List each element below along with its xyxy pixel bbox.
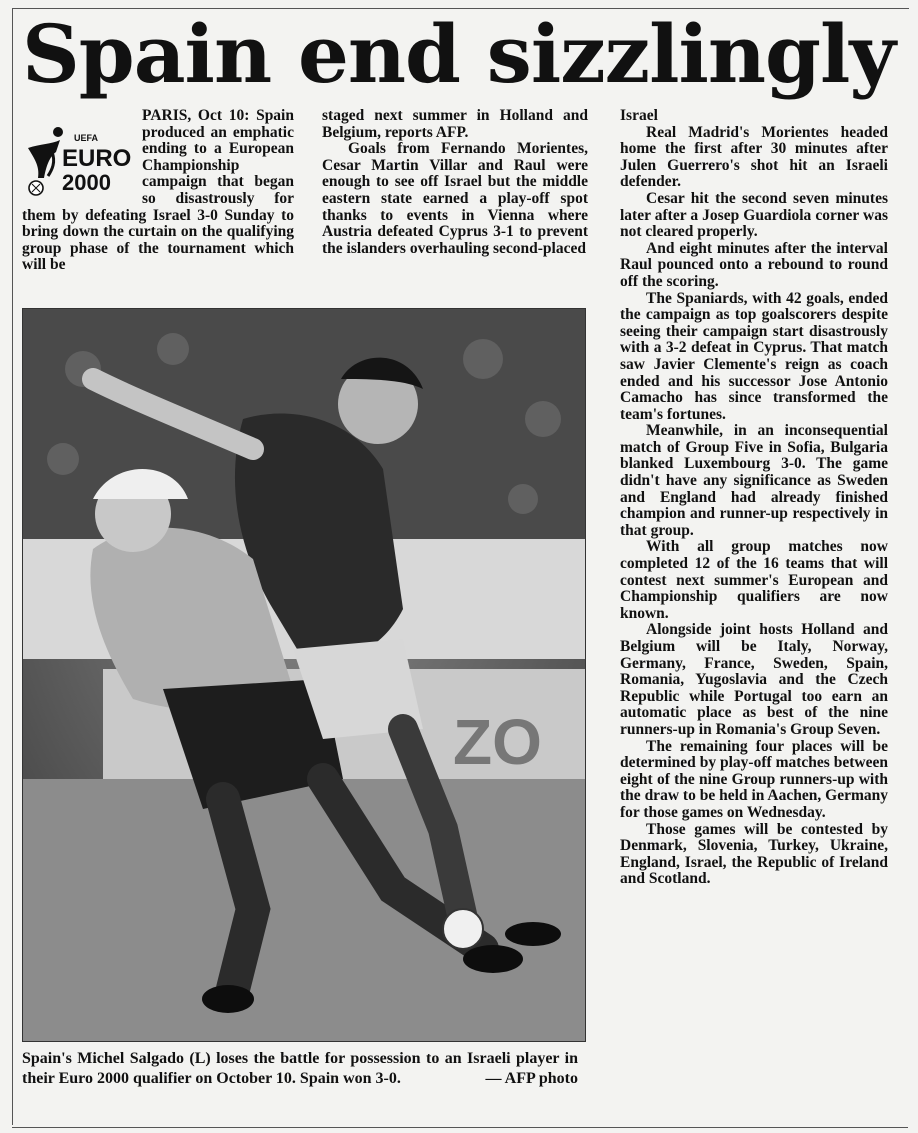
column-2 (322, 108, 588, 257)
article-lead: PARIS, Oct 10: Spain produced an emphatic ending to a European Championship campaign that began so disastrously for them by defeating Israel 3-0 Sunday to bring down the curtain on the qualifying group phase of the tournament which will be (22, 107, 294, 274)
bottom-rule (12, 1127, 908, 1128)
column-3 (620, 108, 888, 888)
article-paragraph: The remaining four places will be determined by play-off matches between eight of the nine Group runners-up with the draw to be held in Aachen, Germany for those games on Wednesday. (620, 737, 888, 821)
column-1 (22, 108, 294, 274)
article-paragraph: Israel (620, 107, 658, 124)
euro2000-logo-icon (22, 122, 136, 202)
caption-text: Spain's Michel Salgado (L) loses the battle for possession to an Israeli player in their Euro 2000 qualifier on October 10. Spain won 3-0. (22, 1050, 578, 1087)
article-paragraph: Real Madrid's Morientes headed home the first after 30 minutes after Julen Guerrero's shot hit an Israeli defender. (620, 123, 888, 191)
logo-year-text: 2000 (62, 170, 111, 195)
article-paragraph: Cesar hit the second seven minutes later after a Josep Guardiola corner was not cleared properly. (620, 189, 888, 241)
football-players-photo (22, 308, 586, 1042)
article-paragraph: Goals from Fernando Morientes, Cesar Martin Villar and Raul were enough to see off Israel but the middle eastern state earned a play-off spot thanks to events in Vienna where Austria defeated Cyprus 3-1 to prevent the islanders overhauling second-placed (322, 140, 588, 257)
article-paragraph: With all group matches now completed 12 of the 16 teams that will contest next summer's European and Championship qualifiers are now known. (620, 538, 888, 622)
photo-caption (22, 1049, 578, 1089)
headline: Spain end sizzlingly (22, 7, 895, 101)
advertising-board-text: ZO (453, 706, 542, 778)
article-paragraph: And eight minutes after the interval Raul pounced onto a rebound to round off the scoring. (620, 239, 888, 290)
photo-credit: — AFP photo (485, 1070, 578, 1087)
article-paragraph: Those games will be contested by Denmark, Slovenia, Turkey, Ukraine, England, Israel, the Republic of Ireland and Scotland. (620, 820, 888, 888)
logo-euro-text: EURO (62, 145, 132, 172)
article-paragraph: The Spaniards, with 42 goals, ended the campaign as top goalscorers despite seeing their campaign start disastrously with a 3-2 defeat in Cyprus. That match saw Javier Clemente's reign as coach ended and his successor Jose Antonio Camacho has since transformed the team's fortunes. (620, 289, 888, 423)
article-paragraph: staged next summer in Holland and Belgium, reports AFP. (322, 107, 588, 141)
logo-uefa-text: UEFA (74, 133, 99, 143)
article-paragraph: Meanwhile, in an inconsequential match of Group Five in Sofia, Bulgaria blanked Luxembourg 3-0. The game didn't have any significance as Sweden and England had already finished champion and runner-up respectively in that group. (620, 422, 888, 539)
article-paragraph: Alongside joint hosts Holland and Belgium will be Italy, Norway, Germany, France, Sweden, Spain, Romania, Yugoslavia and the Czech Republic while Portugal too earn an automatic place as best of the nine runners-up in Romania's Group Seven. (620, 621, 888, 738)
